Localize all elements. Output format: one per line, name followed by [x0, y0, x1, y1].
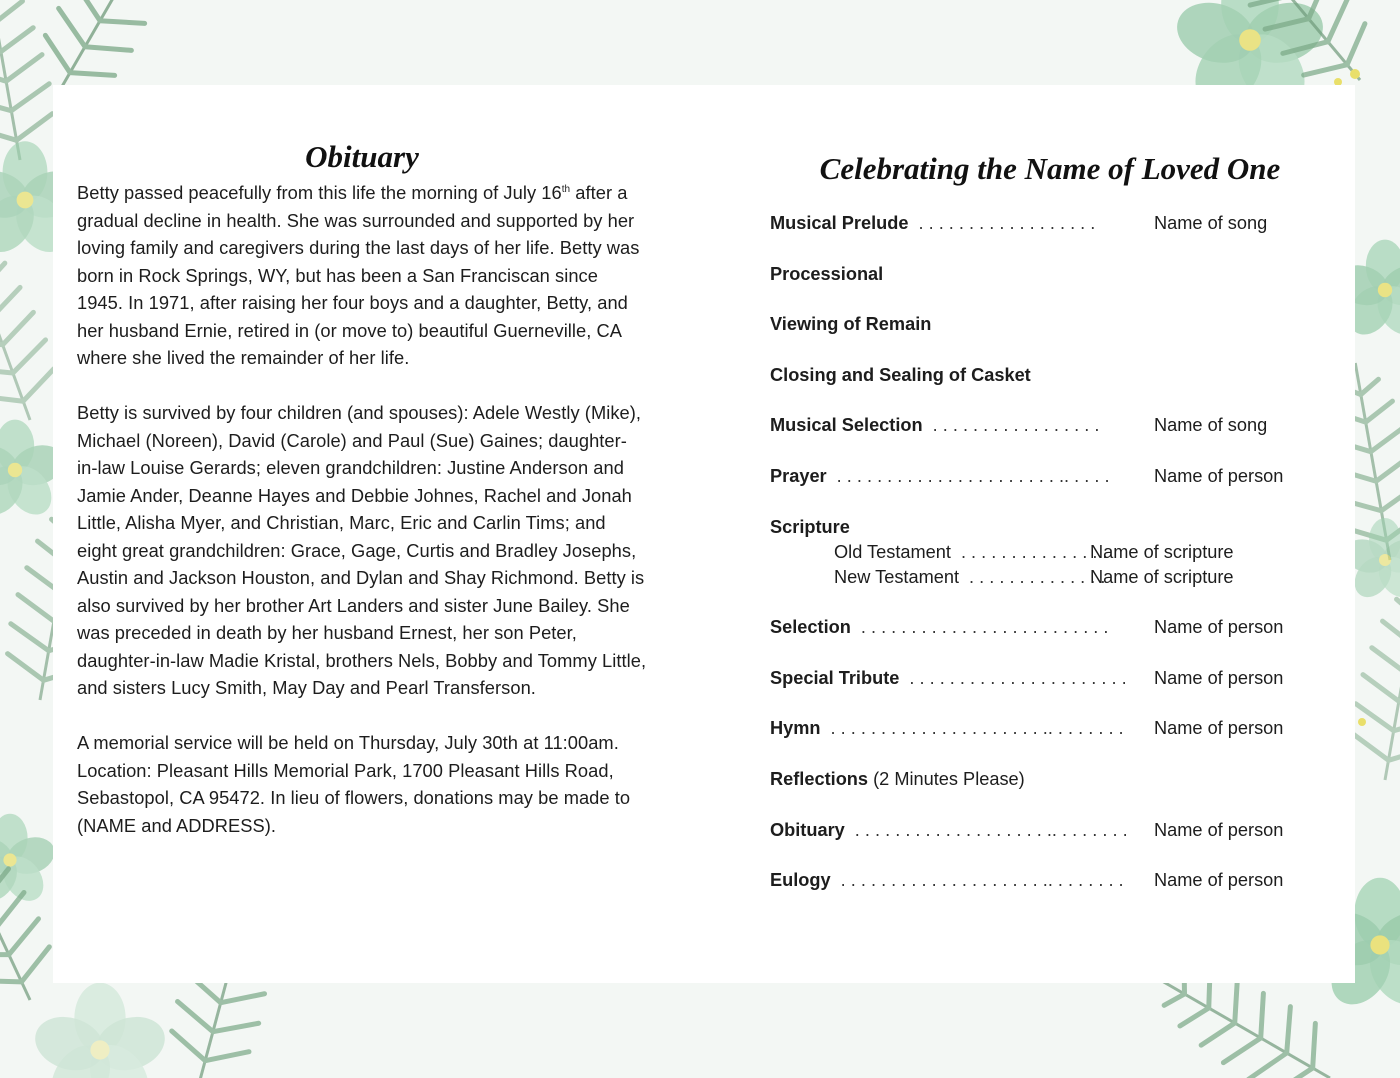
item-note: (2 Minutes Please): [868, 768, 1025, 789]
item-label: Eulogy: [770, 870, 831, 891]
program-item-obituary: [770, 818, 1330, 843]
program-item-special-tribute: [770, 666, 1330, 691]
sub-item-value: Name of scripture: [1090, 541, 1234, 562]
item-label: Reflections: [770, 768, 869, 789]
item-label: Viewing of Remain: [770, 314, 932, 335]
program-item-musical-prelude: [770, 211, 1330, 236]
dot-leader: . . . . . . . . . . . . . . . . .: [932, 415, 1100, 436]
item-label: Processional: [770, 263, 884, 284]
obituary-paragraph-1: [77, 179, 647, 372]
program-item-scripture: [770, 515, 1330, 590]
item-label: Selection: [770, 617, 851, 638]
dot-leader: . . . . . . . . . . . . . . . . . .: [918, 213, 1096, 233]
paragraph-text: Betty passed peacefully from this life the morning of July 16: [77, 182, 562, 203]
program-item-selection: [770, 615, 1330, 640]
sub-item-value: Name of scripture: [1090, 566, 1234, 587]
program-item-prayer: [770, 464, 1330, 489]
item-value: Name of person: [1154, 465, 1284, 486]
item-label: Obituary: [770, 819, 845, 840]
scripture-old-testament: [770, 540, 1330, 565]
program-list: [770, 211, 1330, 893]
program-section: [770, 147, 1330, 919]
item-label: Special Tribute: [770, 667, 900, 688]
program-title: Celebrating the Name of Loved One: [819, 151, 1281, 186]
dot-leader: . . . . . . . . . . . . . . . . . . . . . . .. . . . .: [836, 465, 1110, 486]
item-label: Prayer: [770, 465, 827, 486]
program-item-processional: [770, 262, 1330, 287]
item-value: Name of person: [1154, 718, 1284, 739]
item-value: Name of song: [1154, 213, 1268, 233]
program-item-closing-sealing: [770, 363, 1330, 388]
item-value: Name of person: [1154, 870, 1284, 891]
dot-leader: . . . . . . . . . . . . . . .: [960, 541, 1108, 562]
scripture-new-testament: [770, 565, 1330, 590]
sub-item-label: New Testament: [834, 566, 960, 587]
dot-leader: . . . . . . . . . . . . . . . . . . . . . . . . .: [860, 617, 1109, 638]
sub-item-label: Old Testament: [834, 541, 951, 562]
dot-leader: . . . . . . . . . . . . . . . . . . . .. . . . . . . .: [854, 819, 1128, 840]
item-value: Name of person: [1154, 819, 1284, 840]
item-label: Scripture: [770, 516, 850, 537]
program-item-reflections: [770, 767, 1330, 792]
item-label: Musical Selection: [770, 415, 923, 436]
program-item-hymn: [770, 716, 1330, 741]
program-item-viewing: [770, 312, 1330, 337]
dot-leader: . . . . . . . . . . . . . .: [969, 566, 1106, 587]
dot-leader: . . . . . . . . . . . . . . . . . . . . . .: [909, 667, 1127, 688]
item-label: Hymn: [770, 718, 821, 739]
item-value: Name of person: [1154, 667, 1284, 688]
item-label: Closing and Sealing of Casket: [770, 364, 1031, 385]
dot-leader: . . . . . . . . . . . . . . . . . . . . .. . . . . . . .: [840, 870, 1124, 891]
paragraph-text: after a gradual decline in health. She was surrounded and supported by her loving family and caregivers during the last days of her life. Betty was born in Rock Springs, WY, but has been a San Franciscan since 1945. In 1971, after raising her four boys and a daughter, Betty, and her husband Ernie, retired in (or move to) beautiful Guerneville, CA where she lived the remainder of her life.: [77, 182, 640, 368]
obituary-title: Obituary: [305, 139, 419, 174]
item-value: Name of person: [1154, 617, 1284, 638]
obituary-section: [77, 137, 647, 867]
item-label: Musical Prelude: [770, 213, 909, 233]
program-item-eulogy: [770, 868, 1330, 893]
obituary-paragraph-2: Betty is survived by four children (and spouses): Adele Westly (Mike), Michael (Noreen), David (Carole) and Paul (Sue) Gaines; daughter-in-law Louise Gerards; eleven grandchildren: Justine Anderson and Jamie Ander, Deanne Hayes and Debbie Johnes, Rachel and Jonah Little, Alisha Myer, and Christian, Marc, Eric and Carlin Tims; and eight great grandchildren: Grace, Gage, Curtis and Bradley Josephs, Austin and Jackson Houston, and Dylan and Shay Richmond. Betty is also survived by her brother Art Landers and sister June Bailey. She was preceded in death by her husband Ernest, her son Peter, daughter-in-law Madie Kristal, brothers Nels, Bobby and Tommy Little, and sisters Lucy Smith, May Day and Pearl Transferson.: [77, 402, 647, 698]
program-item-musical-selection: [770, 413, 1330, 438]
item-value: Name of song: [1154, 415, 1268, 436]
ordinal-superscript: th: [561, 184, 571, 195]
dot-leader: . . . . . . . . . . . . . . . . . . . . . .. . . . . . . .: [830, 718, 1124, 739]
document-page: [53, 85, 1355, 983]
obituary-paragraph-3: A memorial service will be held on Thursday, July 30th at 11:00am. Location: Pleasant Hills Memorial Park, 1700 Pleasant Hills Road, Sebastopol, CA 95472. In lieu of flowers, donations may be made to (NAME and ADDRESS).: [77, 732, 631, 836]
